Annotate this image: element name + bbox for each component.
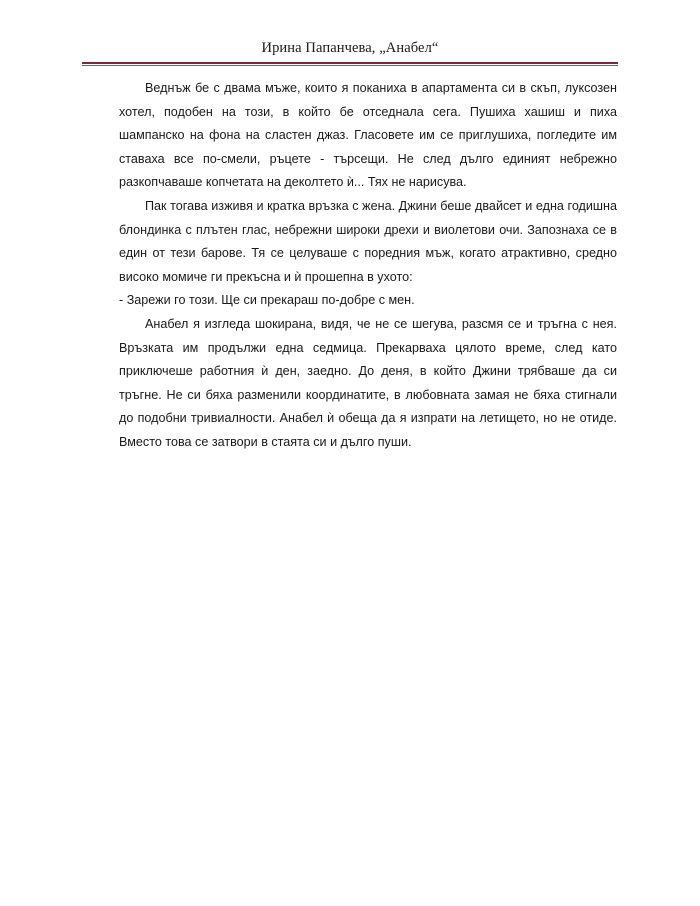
paragraph: Веднъж бе с двама мъже, които я поканиха в апартамента си в скъп, луксозен хотел, подобен на този, в който бе отседнала сега. Пушиха хашиш и пиха шампанско на фона на сластен джаз. Гласовете им се приглушиха, погледите им ставаха все по-смели, ръцете - търсещи. Не след дълго единият небрежно разкопчаваше копчетата на деколтето ѝ... Тях не нарисува.	[119, 81, 617, 190]
paragraph: Анабел я изгледа шокирана, видя, че не се шегува, разсмя се и тръгна с нея. Връзката им продължи една седмица. Прекарваха цялото време, след като приключеше работния ѝ ден, заедно. До деня, в който Джини трябваше да си тръгне. Не си бяха разменили координатите, в любовната замая не бяха стигнали до подобни тривиалности. Анабел ѝ обеща да я изпрати на летището, но не отиде. Вместо това се затвори в стаята си и дълго пуши.	[119, 316, 617, 449]
header-divider-rule-thin	[82, 65, 618, 66]
running-header-title: Ирина Папанчева, „Анабел“	[261, 40, 439, 56]
header-divider-rule	[82, 62, 618, 64]
paragraph: Пак тогава изживя и кратка връзка с жена. Джини беше двайсет и една годишна блондинка с плътен глас, небрежни широки дрехи и виолетови очи. Запознаха се в един от тези барове. Тя се целуваше с поредния мъж, когато атрактивно, средно високо момиче ги прекъсна и ѝ прошепна в ухото:	[119, 198, 617, 284]
body-text	[119, 77, 617, 455]
dialogue-line: - Зарежи го този. Ще си прекараш по-добре с мен.	[119, 293, 415, 308]
